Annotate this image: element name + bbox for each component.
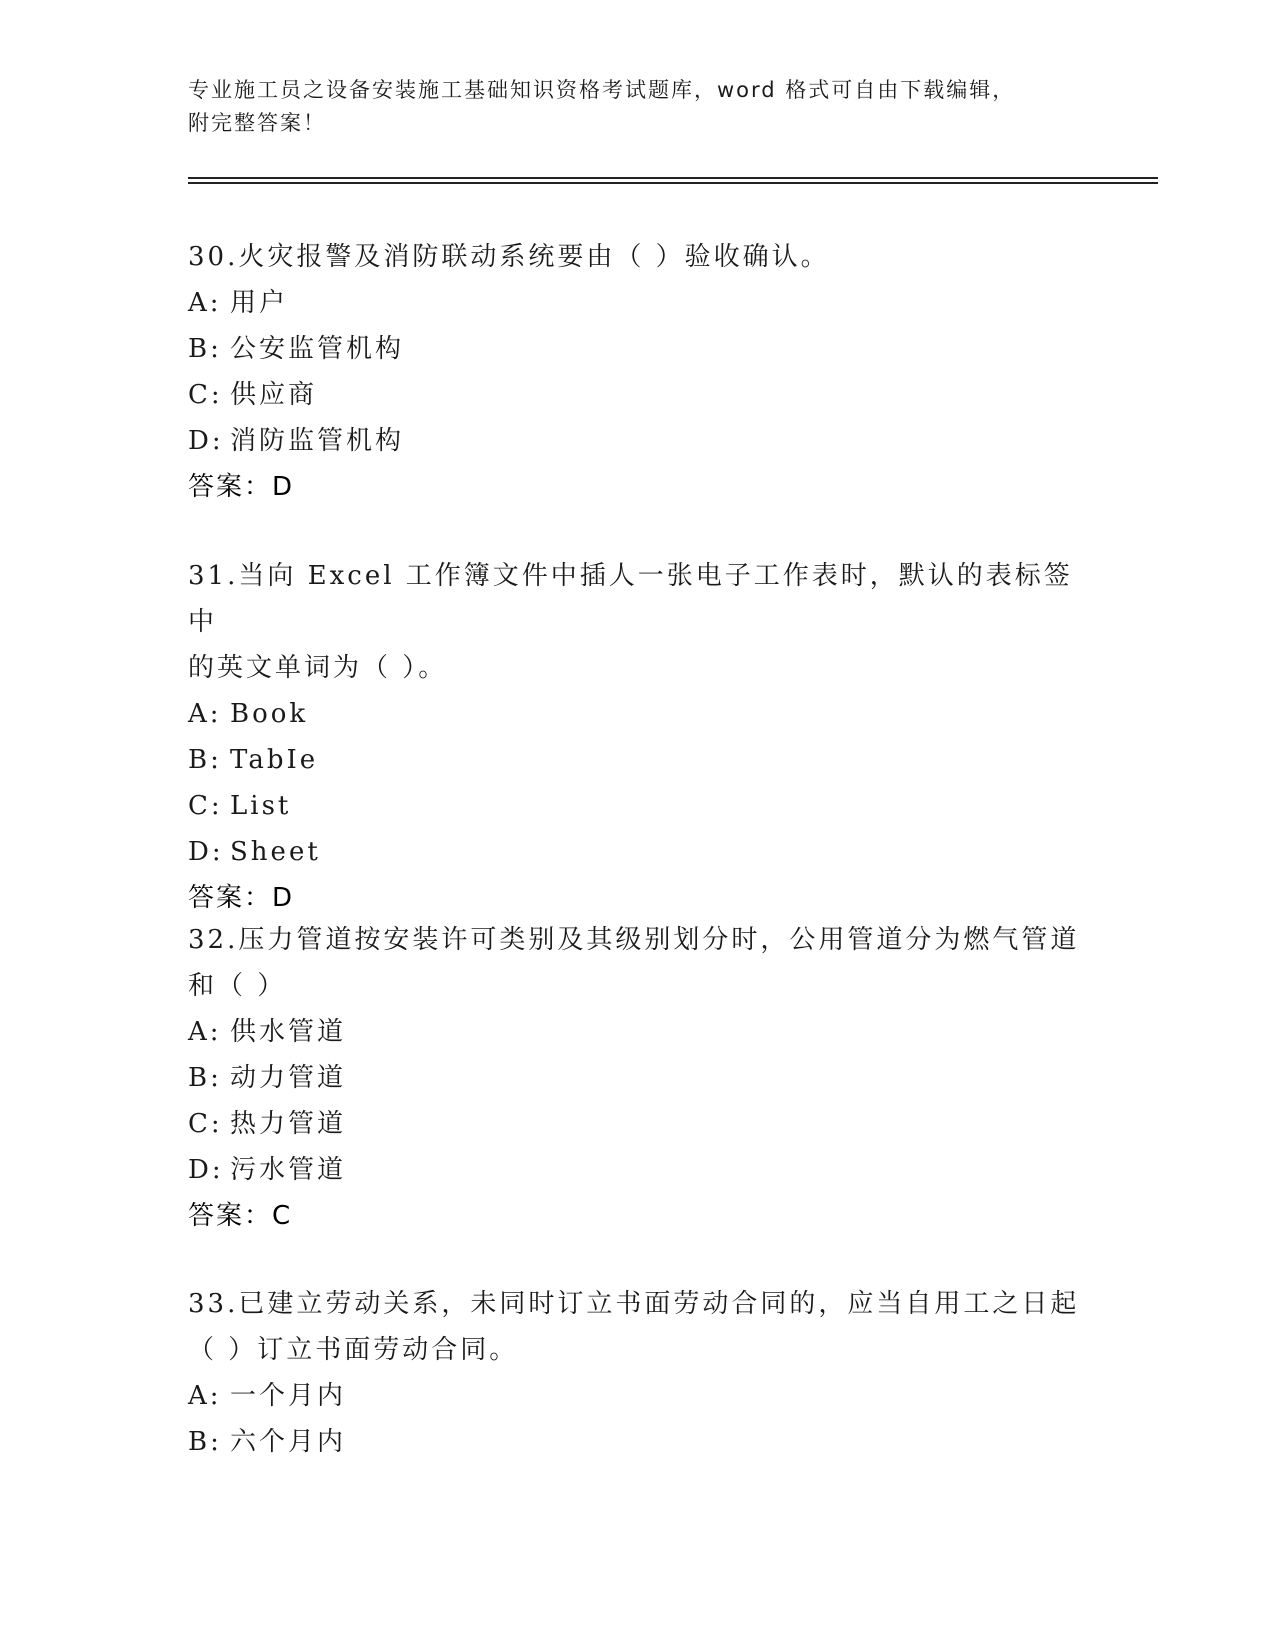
question-stem: 31.当向 Excel 工作簿文件中插人一张电子工作表时，默认的表标签中 <box>188 561 1073 637</box>
question-stem-continued: 的英文单词为（ ）。 <box>188 653 448 683</box>
option-c <box>188 783 1088 829</box>
option-text: 热力管道 <box>230 1109 347 1139</box>
option-text: 动力管道 <box>230 1063 347 1093</box>
answer-line: 答案：C <box>188 1201 293 1231</box>
option-text: 公安监管机构 <box>230 334 405 364</box>
option-c <box>188 1101 1088 1147</box>
option-text: 一个月内 <box>230 1381 347 1411</box>
option-text: 六个月内 <box>230 1427 347 1457</box>
option-d <box>188 1147 1088 1193</box>
option-letter: B: <box>188 745 222 775</box>
option-letter: D: <box>188 426 224 456</box>
question-32 <box>188 917 1088 1239</box>
option-letter: C: <box>188 791 223 821</box>
question-stem: 32.压力管道按安装许可类别及其级别划分时，公用管道分为燃气管道 <box>188 925 1080 955</box>
option-d <box>188 829 1088 875</box>
option-c <box>188 372 1088 418</box>
option-letter: B: <box>188 1427 222 1457</box>
option-a <box>188 280 1088 326</box>
question-30 <box>188 234 1088 510</box>
option-letter: A: <box>188 1017 222 1047</box>
option-letter: A: <box>188 1381 222 1411</box>
option-text: 用户 <box>230 288 289 318</box>
header-line-2: 附完整答案！ <box>188 111 326 135</box>
question-stem-continued: 和（ ） <box>188 971 287 1001</box>
document-header <box>188 74 1068 140</box>
option-letter: C: <box>188 1109 223 1139</box>
option-a <box>188 691 1088 737</box>
question-31 <box>188 553 1088 921</box>
question-stem: 30.火灾报警及消防联动系统要由（ ）验收确认。 <box>188 242 830 272</box>
option-text: Book <box>230 699 309 729</box>
option-text: Sheet <box>230 837 321 867</box>
answer-line: 答案：D <box>188 883 295 913</box>
option-text: 供水管道 <box>230 1017 347 1047</box>
option-letter: B: <box>188 1063 222 1093</box>
option-b <box>188 326 1088 372</box>
option-letter: D: <box>188 837 224 867</box>
option-text: List <box>230 791 292 821</box>
option-b <box>188 737 1088 783</box>
question-stem-continued: （ ）订立书面劳动合同。 <box>188 1335 519 1365</box>
header-divider-top <box>188 177 1158 179</box>
option-letter: D: <box>188 1155 224 1185</box>
option-text: 供应商 <box>230 380 318 410</box>
option-letter: A: <box>188 699 222 729</box>
answer-line: 答案：D <box>188 472 295 502</box>
option-a <box>188 1009 1088 1055</box>
option-text: 污水管道 <box>230 1155 347 1185</box>
option-text: 消防监管机构 <box>230 426 405 456</box>
question-stem: 33.已建立劳动关系，未同时订立书面劳动合同的，应当自用工之日起 <box>188 1289 1080 1319</box>
option-d <box>188 418 1088 464</box>
header-divider-bottom <box>188 182 1158 184</box>
question-33 <box>188 1281 1088 1465</box>
option-letter: B: <box>188 334 222 364</box>
option-letter: A: <box>188 288 222 318</box>
option-a <box>188 1373 1088 1419</box>
option-b <box>188 1055 1088 1101</box>
option-b <box>188 1419 1088 1465</box>
option-letter: C: <box>188 380 223 410</box>
option-text: TabIe <box>230 745 319 775</box>
header-line-1: 专业施工员之设备安装施工基础知识资格考试题库，word 格式可自由下载编辑， <box>188 78 1016 102</box>
